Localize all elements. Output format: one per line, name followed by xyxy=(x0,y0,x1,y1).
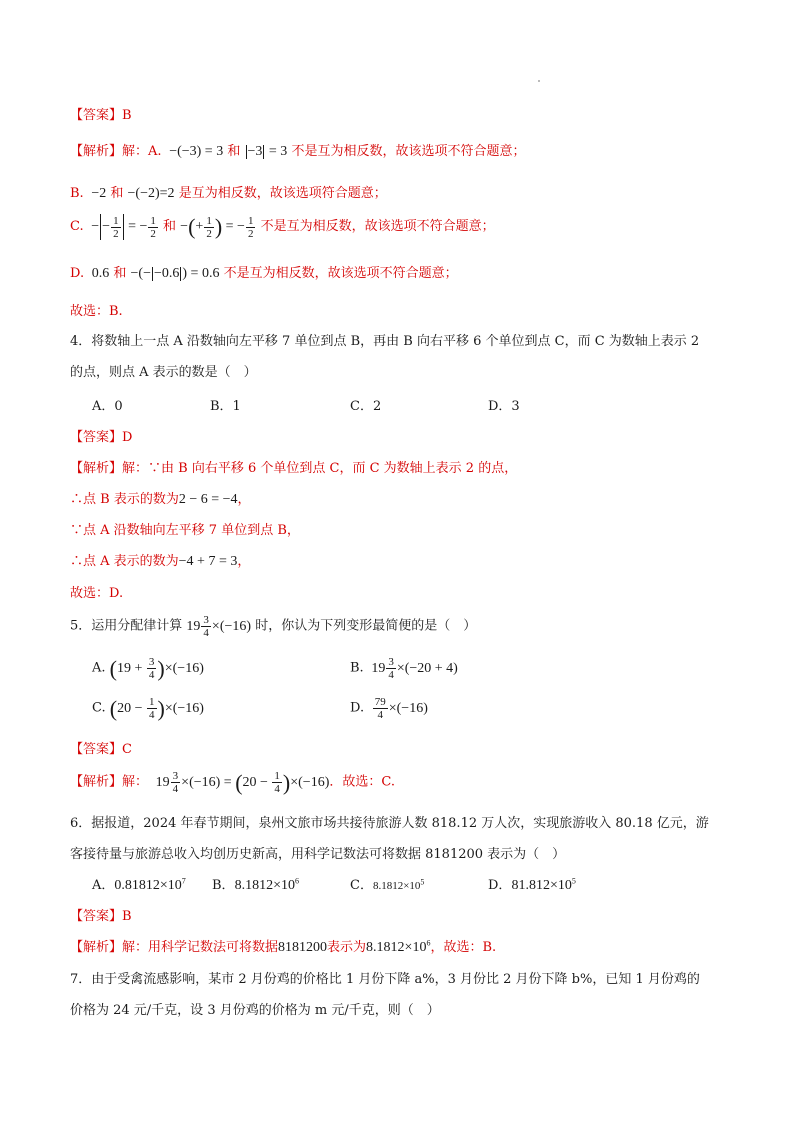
math-expression: − − $\frac{1}{2}$ = − $\frac{1}{2}$ xyxy=(87,214,156,240)
math-expression: −2 xyxy=(87,186,107,201)
analysis-tag: 【解析】 xyxy=(70,774,123,790)
q3-analysis-d: D. 0.6 和 −(− −0.6 ) = 0.6 不是互为相反数，故该选项不符合题意； xyxy=(70,266,458,281)
analysis-text: ．故选：C. xyxy=(329,774,395,790)
answer-tag: 【答案】 xyxy=(70,742,123,757)
stem-text: 时，你认为下列变形最简便的是（ ） xyxy=(255,618,477,634)
q5-option-b xyxy=(350,656,458,681)
math-expression: $\frac{79}{4}$ ×(−16) xyxy=(374,696,428,721)
analysis-tag: 【解析】 xyxy=(70,940,123,955)
q4-option-d: D．3 xyxy=(488,399,520,414)
math-expression: $8.1812\times 10^6$ xyxy=(366,938,431,955)
math-expression: −(+ $\frac{1}{2}$ ) = − $\frac{1}{2}$ xyxy=(180,214,254,240)
q4-analysis-line3: ∵点 A 沿数轴向左平移 7 单位到点 B， xyxy=(70,523,300,538)
q3-conclusion: 故选：B. xyxy=(70,304,123,319)
q5-option-d xyxy=(350,696,428,721)
option-label: B. xyxy=(350,660,364,676)
math-expression: $81.812\times 10^5$ xyxy=(511,876,576,893)
analysis-text: 表示为 xyxy=(327,940,367,955)
math-expression: −4 + 7 = 3 xyxy=(178,554,238,569)
analysis-tag: 【解析】 xyxy=(70,144,123,159)
answer-tag: 【答案】 xyxy=(70,430,123,445)
answer-value: C xyxy=(122,742,132,757)
analysis-text: 解： xyxy=(122,774,149,790)
q4-option-c: C．2 xyxy=(350,399,382,414)
q5-option-c xyxy=(92,696,204,721)
analysis-text: ， xyxy=(237,554,251,569)
q4-stem-line1: 4．将数轴上一点 A 沿数轴向左平移 7 单位到点 B，再由 B 向右平移 6 个单位到点 C，而 C 为数轴上表示 2 xyxy=(70,334,700,349)
q5-analysis xyxy=(70,770,395,795)
math-expression: 0.6 xyxy=(88,266,110,281)
q6-option-d xyxy=(488,874,576,894)
math-expression: $0.81812\times 10^7$ xyxy=(114,876,186,893)
analysis-tag: 【解析】 xyxy=(70,461,123,476)
stem-text: 5．运用分配律计算 xyxy=(70,618,183,634)
math-expression: $8.1812\times 10^5$ xyxy=(372,877,425,892)
answer-value: D xyxy=(122,430,133,445)
q4-conclusion: 故选：D. xyxy=(70,586,124,601)
option-label: D． xyxy=(488,878,512,893)
q6-option-b xyxy=(212,874,299,894)
option-label: B． xyxy=(212,878,235,893)
option-label: D. xyxy=(350,700,365,716)
analysis-text: ∴点 A 表示的数为 xyxy=(70,554,179,569)
q3-answer xyxy=(70,104,132,123)
option-c-text: 不是互为相反数，故该选项不符合题意； xyxy=(260,219,495,235)
q5-stem xyxy=(70,614,476,639)
answer-value: B xyxy=(122,108,132,123)
q6-stem-line1: 6．据报道，2024 年春节期间，泉州文旅市场共接待旅游人数 818.12 万人次，实现旅游收入 80.18 亿元，游 xyxy=(70,816,709,831)
option-a-text: 不是互为相反数，故该选项不符合题意； xyxy=(291,144,526,159)
q6-stem-line2: 客接待量与旅游总收入均创历史新高，用科学记数法可将数据 8181200 表示为（ ） xyxy=(70,847,566,862)
stray-dot xyxy=(538,80,540,82)
q7-stem-line2: 价格为 24 元/千克，设 3 月份鸡的价格为 m 元/千克，则（ ） xyxy=(70,1003,440,1018)
math-expression: (19 + $\frac{3}{4}$ )×(−16) xyxy=(109,655,204,681)
q6-analysis xyxy=(70,936,496,956)
q4-analysis-line1 xyxy=(70,457,517,476)
option-d-label: D. xyxy=(70,266,85,281)
option-b-label: B. xyxy=(70,186,84,201)
option-label: C． xyxy=(350,878,373,893)
q6-option-a xyxy=(92,874,186,894)
math-expression: −(−2)=2 xyxy=(127,186,175,201)
q5-option-a xyxy=(92,656,204,681)
q6-option-c xyxy=(350,874,424,893)
math-expression: −3 = 3 xyxy=(247,144,288,159)
math-expression: 2 − 6 = −4 xyxy=(178,492,238,507)
analysis-text: ∴点 B 表示的数为 xyxy=(70,492,179,507)
analysis-text: ， xyxy=(237,492,251,507)
math-expression: 19 $\frac{3}{4}$ ×(−20 + 4) xyxy=(367,656,458,681)
answer-tag: 【答案】 xyxy=(70,909,123,924)
q7-stem-line1: 7．由于受禽流感影响，某市 2 月份鸡的价格比 1 月份下降 a%，3 月份比 2 月份下降 b%，已知 1 月份鸡的 xyxy=(70,972,700,987)
analysis-text: ，故选：B. xyxy=(430,940,497,955)
option-c-label: C. xyxy=(70,219,84,235)
q4-option-a: A．0 xyxy=(92,399,123,414)
option-a-label: 解：A. xyxy=(122,144,162,159)
q4-stem-line2: 的点，则点 A 表示的数是（ ） xyxy=(70,365,257,380)
math-expression: (20 − $\frac{1}{4}$ )×(−16) xyxy=(109,695,204,721)
q4-analysis-line2 xyxy=(70,488,251,508)
option-label: A. xyxy=(92,660,106,676)
option-label: C. xyxy=(92,700,106,716)
math-expression: −(−3) = 3 xyxy=(165,144,224,159)
math-expression: −(− −0.6 ) = 0.6 xyxy=(130,266,220,281)
q5-answer xyxy=(70,738,132,757)
answer-tag: 【答案】 xyxy=(70,108,123,123)
answer-value: B xyxy=(122,909,132,924)
option-d-text: 不是互为相反数，故该选项不符合题意； xyxy=(223,266,458,281)
analysis-text: 解：用科学记数法可将数据 xyxy=(122,940,279,955)
math-expression: 19 $\frac{3}{4}$ ×(−16) = (20 − $\frac{1}{4}$ )×(−16) xyxy=(152,769,330,795)
math-expression: 19 $\frac{3}{4}$ ×(−16) xyxy=(186,614,252,639)
q4-analysis-line4 xyxy=(70,550,250,570)
q4-option-b: B．1 xyxy=(210,399,241,414)
q4-answer xyxy=(70,426,132,445)
q3-analysis-c: C. − − $\frac{1}{2}$ = − $\frac{1}{2}$ 和 −(+ $\frac{1}{2}$ ) = − $\frac{1}{2}$ 不是互为相反数，故该选项不符合题意； xyxy=(70,214,495,240)
option-label: A． xyxy=(92,878,115,893)
q3-analysis-a: 【解析】解：A. −(−3) = 3 和 −3 = 3 不是互为相反数，故该选项不符合题意； xyxy=(70,144,526,159)
q6-answer xyxy=(70,905,132,924)
option-b-text: 是互为相反数，故该选项符合题意； xyxy=(178,186,387,201)
q3-analysis-b: B. −2 和 −(−2)=2 是互为相反数，故该选项符合题意； xyxy=(70,186,387,201)
math-expression: $8.1812\times 10^6$ xyxy=(234,876,299,893)
math-number: 8181200 xyxy=(278,940,328,955)
analysis-text: 解：∵由 B 向右平移 6 个单位到点 C，而 C 为数轴上表示 2 的点， xyxy=(122,461,518,476)
